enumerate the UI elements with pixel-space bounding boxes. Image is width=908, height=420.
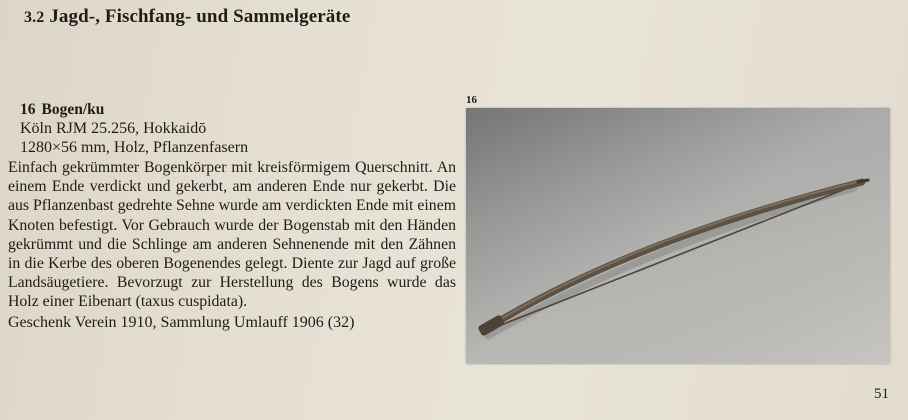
page-number: 51 [874,386,889,402]
entry-heading [8,100,456,119]
entry-dimensions: 1280×56 mm, Holz, Pflanzenfasern [20,139,249,156]
section-title: Jagd-, Fischfang- und Sammelgeräte [49,6,351,27]
bow-photograph [466,108,890,364]
entry-provenance: Geschenk Verein 1910, Sammlung Umlauff 1906 (32) [8,313,355,331]
entry-description: Einfach gekrümmter Bogenkörper mit kreisförmigem Querschnitt. An einem Ende verdickt und gekerbt, am anderen Ende nur gekerbt. Die aus Pflanzenbast gedrehte Sehne wurde am verdickten Ende mit einem Knoten befestigt. Vor Gebrauch wurde der Bogenstab mit den Händen gekrümmt und die Schlinge am anderen Sehnenende mit den Zähnen in die Kerbe des oberen Bogenendes gelegt. Diente zur Jagd auf große Landsäugetiere. Bevorzugt zur Herstellung des Bogens wurde das Holz einer Eibenart (taxus cuspidata). [8,159,456,311]
entry-number: 16 [20,101,36,118]
entry-inventory: Köln RJM 25.256, Hokkaidō [20,120,207,137]
section-number: 3.2 [24,9,45,26]
section-heading [24,6,350,28]
entry-title: Bogen/ku [41,101,105,118]
bow-illustration [466,108,890,364]
figure-label: 16 [466,94,477,106]
catalog-entry [8,100,456,332]
